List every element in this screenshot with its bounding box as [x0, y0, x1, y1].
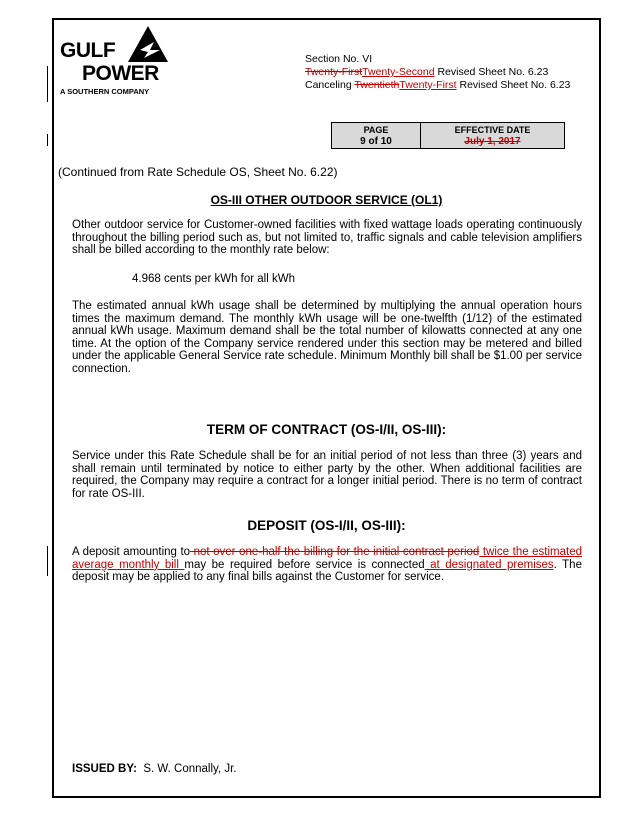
deposit-text: . The deposit may be applied to any final bills against the Customer for service. — [72, 558, 582, 584]
inserted-text: Twenty-First — [399, 79, 457, 91]
revised-sheet-line — [305, 66, 595, 79]
logo-tagline: A SOUTHERN COMPANY — [60, 87, 150, 96]
term-heading: TERM OF CONTRACT (OS-I/II, OS-III): — [206, 422, 447, 437]
os3-intro-paragraph: Other outdoor service for Customer-owned facilities with fixed wattage loads operating continuously throughout the billing period such as, but not limited to, traffic signals and cable television amplifiers shall be billed according to the monthly rate below: — [72, 219, 582, 257]
os3-rate: 4.968 cents per kWh for all kWh — [132, 273, 295, 285]
inserted-text: at designated premises — [424, 558, 554, 571]
issued-by — [72, 763, 236, 775]
page-cell — [332, 123, 421, 149]
page-label: PAGE — [363, 125, 389, 135]
deleted-text: Twenty-First — [305, 66, 363, 78]
logo-line-gulf: GULF — [60, 39, 116, 62]
deposit-heading: DEPOSIT (OS-I/II, OS-III): — [247, 518, 406, 533]
deposit-text: A deposit amounting to — [72, 546, 191, 558]
page-value: 9 of 10 — [360, 136, 392, 147]
revision-bar — [47, 66, 48, 102]
logo-triangle-icon — [126, 24, 170, 64]
page-info-box — [331, 122, 565, 149]
deposit-text: may be required before service is connected — [184, 558, 425, 571]
revision-bar — [47, 134, 48, 146]
term-paragraph: Service under this Rate Schedule shall be for an initial period of not less than three (3) years and shall remain until terminated by notice to either party by the other. When additional facilities are required, the Company may require a contract for a longer initial period. There is no term of contract for rate OS-III. — [72, 450, 582, 500]
issued-by-label: ISSUED BY: — [72, 763, 137, 775]
deleted-text: Twentieth — [354, 79, 400, 91]
effective-date-label: EFFECTIVE DATE — [454, 125, 531, 135]
continued-note: (Continued from Rate Schedule OS, Sheet No. 6.22) — [58, 165, 338, 179]
effective-date-value: July 1, 2017 — [464, 136, 521, 147]
canceling-prefix: Canceling — [305, 79, 355, 91]
revision-bar — [47, 546, 48, 576]
issued-by-name: S. W. Connally, Jr. — [143, 763, 237, 775]
deleted-text: not over one-half the billing for the initial contract period — [190, 546, 480, 558]
os3-heading: OS-III OTHER OUTDOOR SERVICE (OL1) — [210, 193, 443, 207]
section-number: Section No. VI — [305, 53, 373, 65]
canceling-sheet-rest: Revised Sheet No. 6.23 — [456, 79, 571, 91]
canceling-sheet-line — [305, 79, 595, 92]
revised-sheet-rest: Revised Sheet No. 6.23 — [434, 66, 549, 78]
deposit-paragraph — [72, 546, 582, 584]
inserted-text: twice the estimated average monthly bill — [72, 546, 583, 571]
sheet-header — [305, 53, 595, 92]
company-logo — [60, 26, 185, 96]
logo-line-power: POWER — [82, 62, 159, 85]
effective-date-cell — [421, 123, 565, 149]
inserted-text: Twenty-Second — [362, 66, 435, 78]
os3-details-paragraph: The estimated annual kWh usage shall be determined by multiplying the annual operation hours times the maximum demand. The monthly kWh usage will be one-twelfth (1/12) of the estimated annual kWh usage. Maximum demand shall be the total number of kilowatts connected at any one time. At the option of the Company service rendered under this section may be metered and billed under the applicable General Service rate schedule. Minimum Monthly bill shall be $1.00 per service connection. — [72, 300, 582, 375]
